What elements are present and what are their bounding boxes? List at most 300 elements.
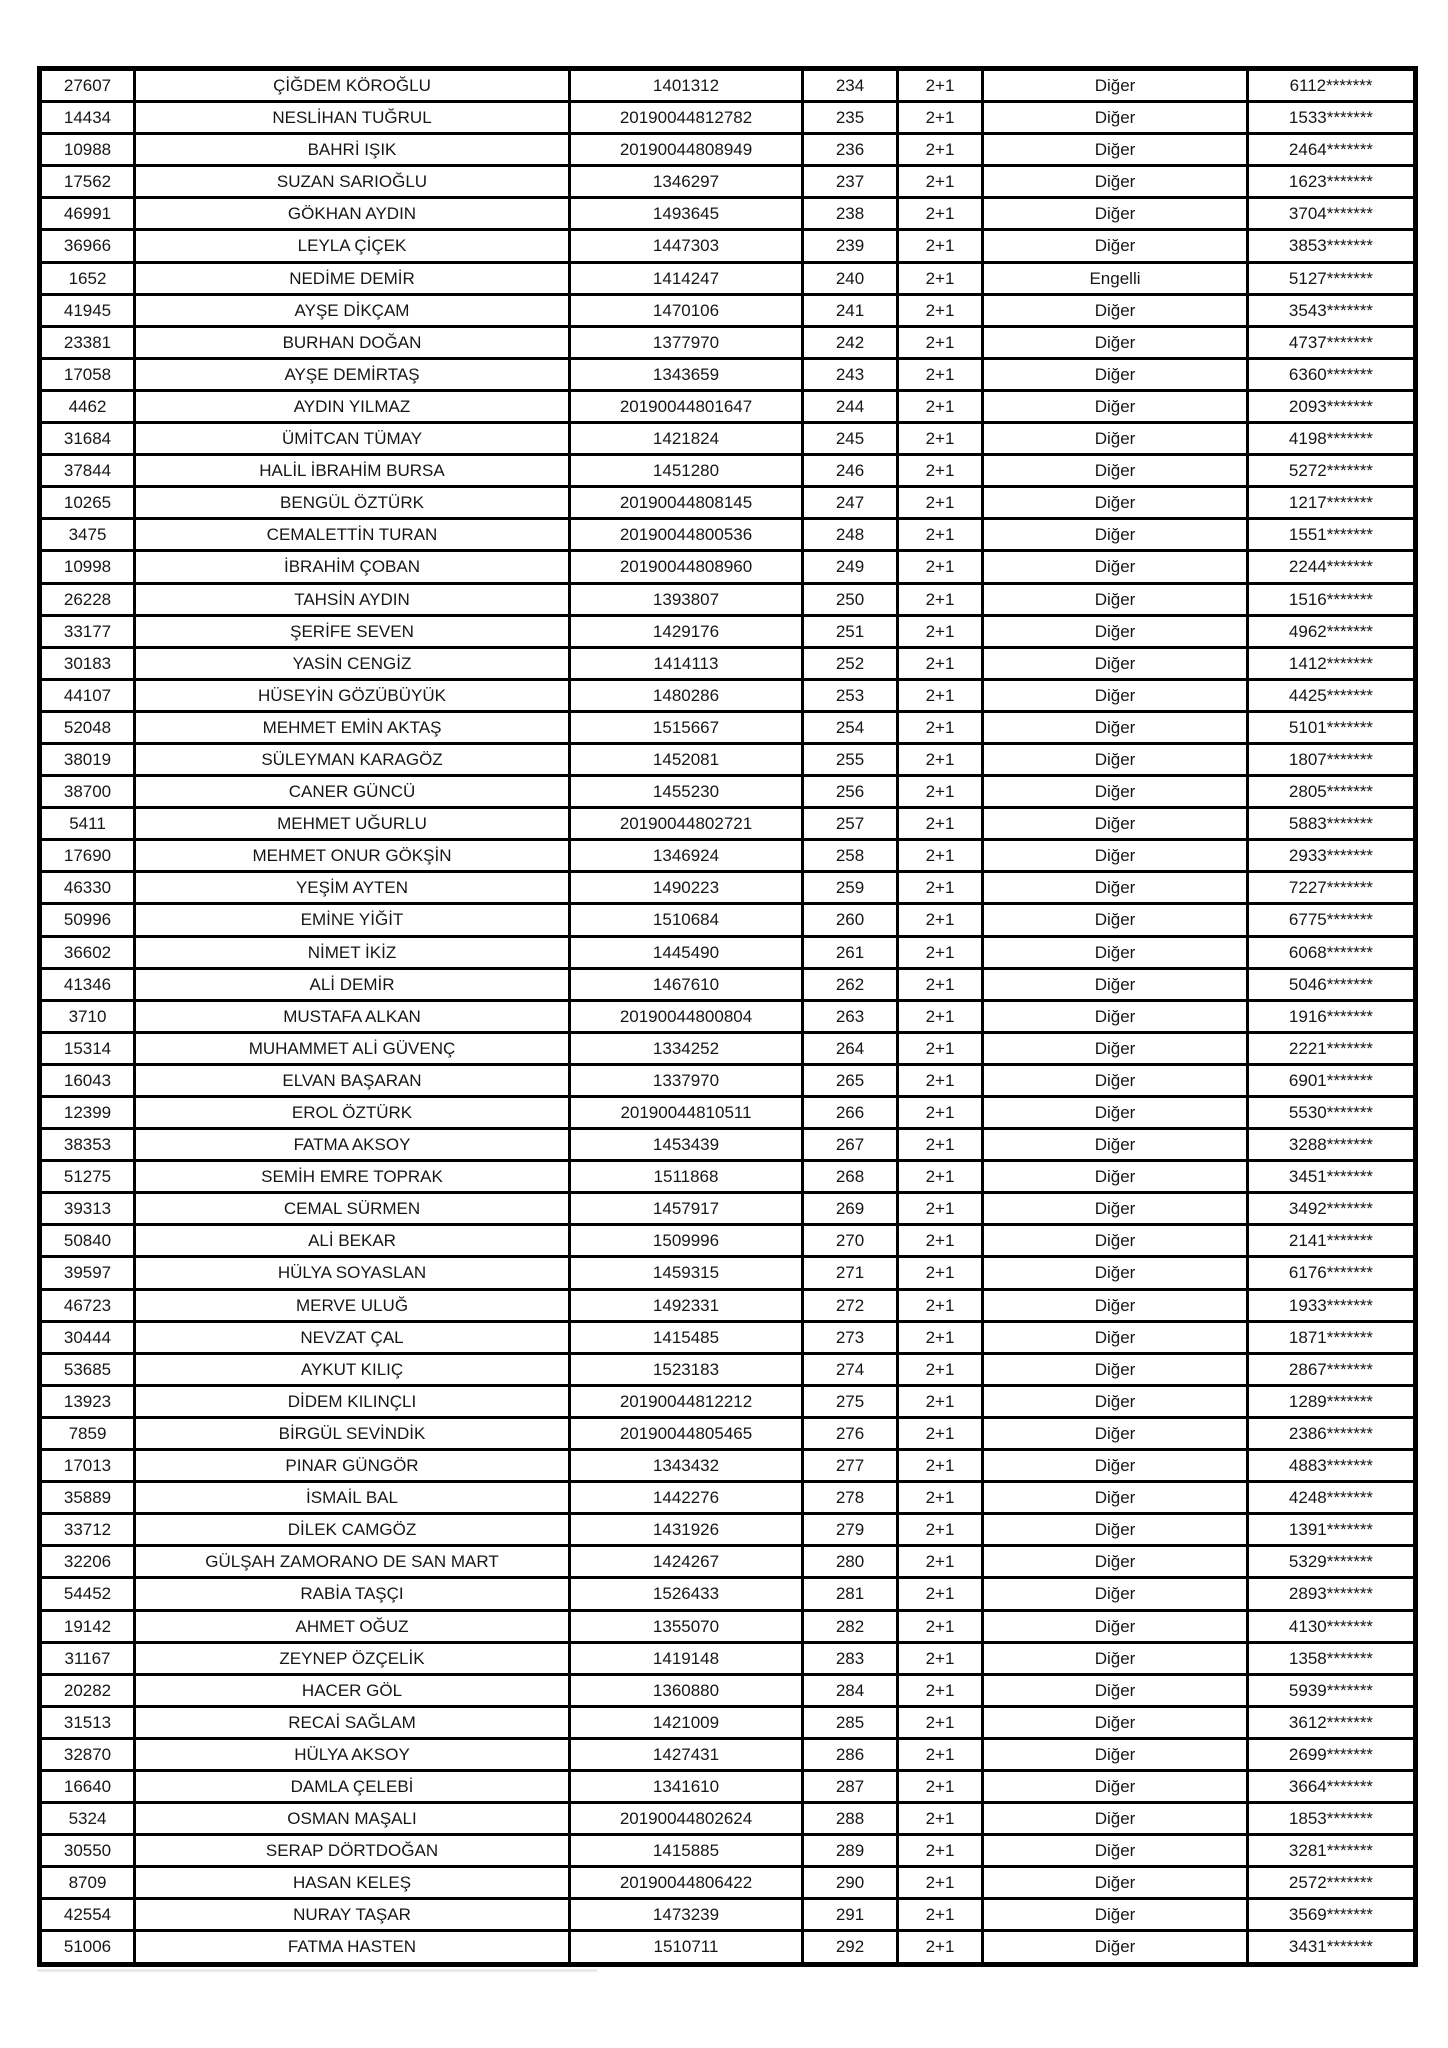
- cell-draw-order: 239: [803, 230, 898, 262]
- cell-unit-type: 2+1: [898, 551, 983, 583]
- cell-unit-type: 2+1: [898, 1353, 983, 1385]
- cell-masked-number: 3281*******: [1248, 1835, 1416, 1867]
- table-row: [40, 1064, 1416, 1096]
- cell-draw-order: 256: [803, 776, 898, 808]
- cell-masked-number: 6176*******: [1248, 1257, 1416, 1289]
- cell-category: Diğer: [983, 1578, 1248, 1610]
- cell-full-name: OSMAN MAŞALI: [135, 1803, 570, 1835]
- cell-unit-type: 2+1: [898, 519, 983, 551]
- cell-masked-number: 1217*******: [1248, 487, 1416, 519]
- cell-masked-number: 1623*******: [1248, 166, 1416, 198]
- cell-unit-type: 2+1: [898, 230, 983, 262]
- cell-applicant-id: 39313: [40, 1193, 135, 1225]
- cell-category: Diğer: [983, 615, 1248, 647]
- cell-category: Diğer: [983, 1032, 1248, 1064]
- cell-applicant-id: 15314: [40, 1032, 135, 1064]
- cell-full-name: BİRGÜL SEVİNDİK: [135, 1417, 570, 1449]
- cell-draw-order: 288: [803, 1803, 898, 1835]
- cell-category: Diğer: [983, 1257, 1248, 1289]
- cell-draw-order: 254: [803, 711, 898, 743]
- cell-category: Diğer: [983, 1610, 1248, 1642]
- cell-application-no: 1526433: [570, 1578, 803, 1610]
- cell-masked-number: 2386*******: [1248, 1417, 1416, 1449]
- cell-unit-type: 2+1: [898, 936, 983, 968]
- table-row: [40, 1097, 1416, 1129]
- cell-application-no: 1415885: [570, 1835, 803, 1867]
- cell-application-no: 1467610: [570, 968, 803, 1000]
- cell-unit-type: 2+1: [898, 326, 983, 358]
- cell-full-name: SEMİH EMRE TOPRAK: [135, 1161, 570, 1193]
- cell-full-name: LEYLA ÇİÇEK: [135, 230, 570, 262]
- cell-category: Diğer: [983, 358, 1248, 390]
- cell-unit-type: 2+1: [898, 1321, 983, 1353]
- cell-draw-order: 276: [803, 1417, 898, 1449]
- cell-application-no: 20190044808960: [570, 551, 803, 583]
- table-row: [40, 1674, 1416, 1706]
- cell-category: Diğer: [983, 1000, 1248, 1032]
- cell-application-no: 1453439: [570, 1129, 803, 1161]
- cell-draw-order: 291: [803, 1899, 898, 1931]
- table-row: [40, 1321, 1416, 1353]
- cell-draw-order: 264: [803, 1032, 898, 1064]
- cell-application-no: 1427431: [570, 1738, 803, 1770]
- cell-category: Diğer: [983, 808, 1248, 840]
- table-row: [40, 1257, 1416, 1289]
- cell-application-no: 1459315: [570, 1257, 803, 1289]
- cell-application-no: 1346297: [570, 166, 803, 198]
- cell-unit-type: 2+1: [898, 1867, 983, 1899]
- cell-unit-type: 2+1: [898, 455, 983, 487]
- cell-draw-order: 265: [803, 1064, 898, 1096]
- table-row: [40, 1546, 1416, 1578]
- cell-full-name: İBRAHİM ÇOBAN: [135, 551, 570, 583]
- cell-draw-order: 287: [803, 1770, 898, 1802]
- cell-application-no: 1360880: [570, 1674, 803, 1706]
- cell-applicant-id: 39597: [40, 1257, 135, 1289]
- cell-draw-order: 279: [803, 1514, 898, 1546]
- cell-application-no: 1452081: [570, 743, 803, 775]
- cell-masked-number: 2893*******: [1248, 1578, 1416, 1610]
- cell-full-name: NESLİHAN TUĞRUL: [135, 102, 570, 134]
- cell-category: Diğer: [983, 1674, 1248, 1706]
- cell-category: Diğer: [983, 1321, 1248, 1353]
- cell-unit-type: 2+1: [898, 615, 983, 647]
- cell-unit-type: 2+1: [898, 1835, 983, 1867]
- cell-full-name: ÇİĞDEM KÖROĞLU: [135, 69, 570, 102]
- cell-unit-type: 2+1: [898, 262, 983, 294]
- cell-masked-number: 1916*******: [1248, 1000, 1416, 1032]
- table-row: [40, 455, 1416, 487]
- cell-application-no: 20190044810511: [570, 1097, 803, 1129]
- cell-unit-type: 2+1: [898, 1417, 983, 1449]
- table-row: [40, 198, 1416, 230]
- cell-applicant-id: 53685: [40, 1353, 135, 1385]
- cell-draw-order: 247: [803, 487, 898, 519]
- cell-full-name: MUSTAFA ALKAN: [135, 1000, 570, 1032]
- cell-unit-type: 2+1: [898, 1161, 983, 1193]
- cell-application-no: 1341610: [570, 1770, 803, 1802]
- cell-draw-order: 282: [803, 1610, 898, 1642]
- table-row: [40, 776, 1416, 808]
- cell-category: Diğer: [983, 583, 1248, 615]
- cell-applicant-id: 31167: [40, 1642, 135, 1674]
- cell-application-no: 20190044805465: [570, 1417, 803, 1449]
- cell-masked-number: 3288*******: [1248, 1129, 1416, 1161]
- cell-full-name: DİDEM KILINÇLI: [135, 1385, 570, 1417]
- cell-full-name: TAHSİN AYDIN: [135, 583, 570, 615]
- table-row: [40, 1193, 1416, 1225]
- cell-draw-order: 244: [803, 390, 898, 422]
- cell-draw-order: 272: [803, 1289, 898, 1321]
- cell-masked-number: 3569*******: [1248, 1899, 1416, 1931]
- applicant-draw-table: [37, 66, 1418, 1967]
- cell-unit-type: 2+1: [898, 1899, 983, 1931]
- cell-draw-order: 243: [803, 358, 898, 390]
- cell-application-no: 1343659: [570, 358, 803, 390]
- cell-unit-type: 2+1: [898, 1289, 983, 1321]
- cell-masked-number: 1551*******: [1248, 519, 1416, 551]
- cell-applicant-id: 30183: [40, 647, 135, 679]
- cell-application-no: 1414247: [570, 262, 803, 294]
- cell-full-name: EMİNE YİĞİT: [135, 904, 570, 936]
- cell-masked-number: 5127*******: [1248, 262, 1416, 294]
- cell-masked-number: 6775*******: [1248, 904, 1416, 936]
- cell-full-name: GÜLŞAH ZAMORANO DE SAN MART: [135, 1546, 570, 1578]
- table-row: [40, 390, 1416, 422]
- scan-artifact: [37, 1969, 597, 1972]
- cell-application-no: 1429176: [570, 615, 803, 647]
- cell-draw-order: 242: [803, 326, 898, 358]
- cell-unit-type: 2+1: [898, 1257, 983, 1289]
- cell-application-no: 20190044808949: [570, 134, 803, 166]
- cell-draw-order: 240: [803, 262, 898, 294]
- cell-application-no: 1343432: [570, 1450, 803, 1482]
- cell-draw-order: 286: [803, 1738, 898, 1770]
- cell-applicant-id: 16640: [40, 1770, 135, 1802]
- table-row: [40, 872, 1416, 904]
- cell-full-name: RECAİ SAĞLAM: [135, 1706, 570, 1738]
- cell-full-name: MEHMET EMİN AKTAŞ: [135, 711, 570, 743]
- cell-unit-type: 2+1: [898, 1610, 983, 1642]
- cell-applicant-id: 51275: [40, 1161, 135, 1193]
- cell-category: Diğer: [983, 776, 1248, 808]
- cell-draw-order: 249: [803, 551, 898, 583]
- cell-full-name: ALİ BEKAR: [135, 1225, 570, 1257]
- cell-applicant-id: 16043: [40, 1064, 135, 1096]
- cell-draw-order: 281: [803, 1578, 898, 1610]
- cell-category: Diğer: [983, 1706, 1248, 1738]
- cell-draw-order: 266: [803, 1097, 898, 1129]
- cell-full-name: FATMA HASTEN: [135, 1931, 570, 1964]
- cell-full-name: GÖKHAN AYDIN: [135, 198, 570, 230]
- cell-draw-order: 248: [803, 519, 898, 551]
- cell-application-no: 1419148: [570, 1642, 803, 1674]
- cell-masked-number: 3664*******: [1248, 1770, 1416, 1802]
- cell-applicant-id: 1652: [40, 262, 135, 294]
- cell-draw-order: 259: [803, 872, 898, 904]
- cell-full-name: ALİ DEMİR: [135, 968, 570, 1000]
- cell-full-name: AYŞE DEMİRTAŞ: [135, 358, 570, 390]
- table-row: [40, 230, 1416, 262]
- cell-category: Diğer: [983, 294, 1248, 326]
- cell-applicant-id: 54452: [40, 1578, 135, 1610]
- cell-application-no: 1510711: [570, 1931, 803, 1964]
- cell-unit-type: 2+1: [898, 1000, 983, 1032]
- cell-applicant-id: 17690: [40, 840, 135, 872]
- cell-unit-type: 2+1: [898, 1642, 983, 1674]
- cell-category: Diğer: [983, 1417, 1248, 1449]
- cell-application-no: 1455230: [570, 776, 803, 808]
- cell-masked-number: 6068*******: [1248, 936, 1416, 968]
- cell-unit-type: 2+1: [898, 776, 983, 808]
- table-row: [40, 1161, 1416, 1193]
- table-row: [40, 1032, 1416, 1064]
- cell-category: Diğer: [983, 872, 1248, 904]
- cell-masked-number: 1412*******: [1248, 647, 1416, 679]
- cell-masked-number: 4248*******: [1248, 1482, 1416, 1514]
- cell-draw-order: 255: [803, 743, 898, 775]
- cell-category: Diğer: [983, 1835, 1248, 1867]
- table-row: [40, 1931, 1416, 1964]
- table-row: [40, 1514, 1416, 1546]
- cell-application-no: 1415485: [570, 1321, 803, 1353]
- cell-full-name: ŞERİFE SEVEN: [135, 615, 570, 647]
- cell-applicant-id: 14434: [40, 102, 135, 134]
- cell-unit-type: 2+1: [898, 487, 983, 519]
- cell-masked-number: 5272*******: [1248, 455, 1416, 487]
- cell-applicant-id: 51006: [40, 1931, 135, 1964]
- cell-applicant-id: 33712: [40, 1514, 135, 1546]
- cell-draw-order: 275: [803, 1385, 898, 1417]
- cell-full-name: AYDIN YILMAZ: [135, 390, 570, 422]
- cell-unit-type: 2+1: [898, 1674, 983, 1706]
- cell-application-no: 20190044800804: [570, 1000, 803, 1032]
- cell-category: Diğer: [983, 904, 1248, 936]
- cell-masked-number: 5329*******: [1248, 1546, 1416, 1578]
- cell-applicant-id: 38019: [40, 743, 135, 775]
- cell-draw-order: 263: [803, 1000, 898, 1032]
- cell-category: Diğer: [983, 1899, 1248, 1931]
- cell-masked-number: 2244*******: [1248, 551, 1416, 583]
- cell-draw-order: 235: [803, 102, 898, 134]
- cell-category: Engelli: [983, 262, 1248, 294]
- cell-category: Diğer: [983, 1514, 1248, 1546]
- cell-masked-number: 6360*******: [1248, 358, 1416, 390]
- table-row: [40, 102, 1416, 134]
- cell-application-no: 1447303: [570, 230, 803, 262]
- cell-full-name: NEVZAT ÇAL: [135, 1321, 570, 1353]
- cell-category: Diğer: [983, 840, 1248, 872]
- cell-category: Diğer: [983, 1289, 1248, 1321]
- cell-application-no: 1424267: [570, 1546, 803, 1578]
- cell-applicant-id: 42554: [40, 1899, 135, 1931]
- cell-unit-type: 2+1: [898, 1803, 983, 1835]
- cell-application-no: 1431926: [570, 1514, 803, 1546]
- cell-full-name: PINAR GÜNGÖR: [135, 1450, 570, 1482]
- cell-full-name: HASAN KELEŞ: [135, 1867, 570, 1899]
- cell-draw-order: 278: [803, 1482, 898, 1514]
- cell-application-no: 1470106: [570, 294, 803, 326]
- cell-draw-order: 251: [803, 615, 898, 647]
- cell-draw-order: 273: [803, 1321, 898, 1353]
- cell-unit-type: 2+1: [898, 840, 983, 872]
- cell-application-no: 1377970: [570, 326, 803, 358]
- cell-application-no: 1492331: [570, 1289, 803, 1321]
- cell-masked-number: 3612*******: [1248, 1706, 1416, 1738]
- cell-application-no: 1457917: [570, 1193, 803, 1225]
- cell-unit-type: 2+1: [898, 294, 983, 326]
- table-body: [40, 69, 1416, 1965]
- table-row: [40, 647, 1416, 679]
- cell-applicant-id: 17058: [40, 358, 135, 390]
- cell-full-name: İSMAİL BAL: [135, 1482, 570, 1514]
- table-row: [40, 1385, 1416, 1417]
- cell-category: Diğer: [983, 679, 1248, 711]
- table-row: [40, 840, 1416, 872]
- table-row: [40, 615, 1416, 647]
- cell-applicant-id: 20282: [40, 1674, 135, 1706]
- cell-applicant-id: 26228: [40, 583, 135, 615]
- cell-applicant-id: 30444: [40, 1321, 135, 1353]
- cell-full-name: HALİL İBRAHİM BURSA: [135, 455, 570, 487]
- cell-masked-number: 4737*******: [1248, 326, 1416, 358]
- cell-application-no: 1511868: [570, 1161, 803, 1193]
- cell-category: Diğer: [983, 1931, 1248, 1964]
- cell-applicant-id: 13923: [40, 1385, 135, 1417]
- cell-application-no: 1480286: [570, 679, 803, 711]
- cell-full-name: BAHRİ IŞIK: [135, 134, 570, 166]
- cell-masked-number: 3431*******: [1248, 1931, 1416, 1964]
- cell-draw-order: 262: [803, 968, 898, 1000]
- cell-category: Diğer: [983, 1193, 1248, 1225]
- cell-applicant-id: 46723: [40, 1289, 135, 1321]
- table-row: [40, 519, 1416, 551]
- cell-masked-number: 3543*******: [1248, 294, 1416, 326]
- cell-masked-number: 4883*******: [1248, 1450, 1416, 1482]
- cell-application-no: 20190044812782: [570, 102, 803, 134]
- cell-applicant-id: 31684: [40, 423, 135, 455]
- cell-category: Diğer: [983, 423, 1248, 455]
- table-row: [40, 326, 1416, 358]
- cell-applicant-id: 3475: [40, 519, 135, 551]
- cell-application-no: 20190044806422: [570, 1867, 803, 1899]
- cell-applicant-id: 38353: [40, 1129, 135, 1161]
- cell-unit-type: 2+1: [898, 583, 983, 615]
- cell-category: Diğer: [983, 711, 1248, 743]
- cell-applicant-id: 30550: [40, 1835, 135, 1867]
- cell-application-no: 1401312: [570, 69, 803, 102]
- cell-application-no: 20190044812212: [570, 1385, 803, 1417]
- cell-category: Diğer: [983, 1738, 1248, 1770]
- cell-full-name: NİMET İKİZ: [135, 936, 570, 968]
- cell-full-name: DAMLA ÇELEBİ: [135, 1770, 570, 1802]
- cell-full-name: AYŞE DİKÇAM: [135, 294, 570, 326]
- cell-applicant-id: 4462: [40, 390, 135, 422]
- cell-full-name: MERVE ULUĞ: [135, 1289, 570, 1321]
- cell-application-no: 1393807: [570, 583, 803, 615]
- cell-applicant-id: 46991: [40, 198, 135, 230]
- cell-application-no: 1510684: [570, 904, 803, 936]
- cell-unit-type: 2+1: [898, 743, 983, 775]
- cell-masked-number: 4198*******: [1248, 423, 1416, 455]
- cell-full-name: ZEYNEP ÖZÇELİK: [135, 1642, 570, 1674]
- table-row: [40, 294, 1416, 326]
- cell-category: Diğer: [983, 1482, 1248, 1514]
- cell-unit-type: 2+1: [898, 1482, 983, 1514]
- cell-draw-order: 261: [803, 936, 898, 968]
- cell-masked-number: 2221*******: [1248, 1032, 1416, 1064]
- cell-application-no: 1442276: [570, 1482, 803, 1514]
- cell-masked-number: 1516*******: [1248, 583, 1416, 615]
- cell-applicant-id: 17562: [40, 166, 135, 198]
- cell-full-name: YASİN CENGİZ: [135, 647, 570, 679]
- table-row: [40, 358, 1416, 390]
- cell-draw-order: 241: [803, 294, 898, 326]
- cell-unit-type: 2+1: [898, 1129, 983, 1161]
- table-row: [40, 1899, 1416, 1931]
- cell-unit-type: 2+1: [898, 1032, 983, 1064]
- cell-masked-number: 2805*******: [1248, 776, 1416, 808]
- cell-applicant-id: 10988: [40, 134, 135, 166]
- cell-draw-order: 270: [803, 1225, 898, 1257]
- cell-category: Diğer: [983, 390, 1248, 422]
- cell-masked-number: 1853*******: [1248, 1803, 1416, 1835]
- table-row: [40, 1450, 1416, 1482]
- table-row: [40, 1417, 1416, 1449]
- cell-full-name: SERAP DÖRTDOĞAN: [135, 1835, 570, 1867]
- cell-masked-number: 1289*******: [1248, 1385, 1416, 1417]
- cell-full-name: HACER GÖL: [135, 1674, 570, 1706]
- cell-full-name: BURHAN DOĞAN: [135, 326, 570, 358]
- cell-unit-type: 2+1: [898, 711, 983, 743]
- cell-draw-order: 292: [803, 1931, 898, 1964]
- cell-application-no: 1334252: [570, 1032, 803, 1064]
- cell-category: Diğer: [983, 519, 1248, 551]
- cell-masked-number: 5101*******: [1248, 711, 1416, 743]
- cell-category: Diğer: [983, 102, 1248, 134]
- cell-masked-number: 4962*******: [1248, 615, 1416, 647]
- cell-application-no: 20190044808145: [570, 487, 803, 519]
- cell-draw-order: 289: [803, 1835, 898, 1867]
- cell-unit-type: 2+1: [898, 134, 983, 166]
- table-row: [40, 1353, 1416, 1385]
- cell-applicant-id: 35889: [40, 1482, 135, 1514]
- cell-full-name: YEŞİM AYTEN: [135, 872, 570, 904]
- cell-applicant-id: 17013: [40, 1450, 135, 1482]
- cell-full-name: HÜLYA AKSOY: [135, 1738, 570, 1770]
- cell-masked-number: 7227*******: [1248, 872, 1416, 904]
- cell-unit-type: 2+1: [898, 1578, 983, 1610]
- cell-category: Diğer: [983, 743, 1248, 775]
- cell-application-no: 20190044802624: [570, 1803, 803, 1835]
- cell-unit-type: 2+1: [898, 69, 983, 102]
- cell-masked-number: 1871*******: [1248, 1321, 1416, 1353]
- cell-draw-order: 234: [803, 69, 898, 102]
- cell-unit-type: 2+1: [898, 1193, 983, 1225]
- cell-applicant-id: 50996: [40, 904, 135, 936]
- table-row: [40, 1738, 1416, 1770]
- cell-category: Diğer: [983, 326, 1248, 358]
- cell-category: Diğer: [983, 551, 1248, 583]
- cell-unit-type: 2+1: [898, 166, 983, 198]
- table-row: [40, 711, 1416, 743]
- cell-applicant-id: 23381: [40, 326, 135, 358]
- cell-applicant-id: 36602: [40, 936, 135, 968]
- cell-category: Diğer: [983, 455, 1248, 487]
- cell-full-name: DİLEK CAMGÖZ: [135, 1514, 570, 1546]
- cell-full-name: ÜMİTCAN TÜMAY: [135, 423, 570, 455]
- cell-draw-order: 250: [803, 583, 898, 615]
